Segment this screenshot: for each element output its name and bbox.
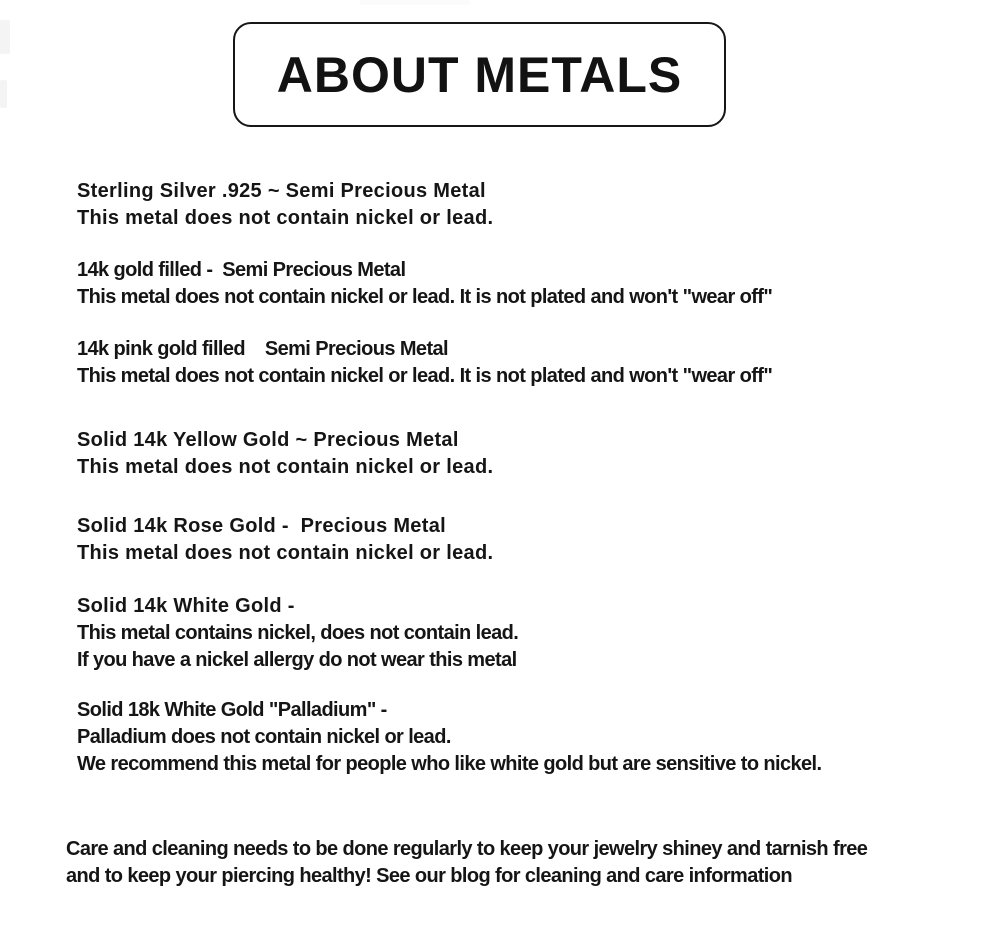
scan-artifact bbox=[360, 0, 470, 5]
section-line: This metal does not contain nickel or lead. bbox=[77, 456, 494, 478]
scan-artifact bbox=[0, 80, 7, 108]
section-heading: Solid 14k Yellow Gold ~ Precious Metal bbox=[77, 429, 459, 451]
section-line: This metal does not contain nickel or lead. bbox=[77, 207, 494, 229]
section-heading: 14k gold filled - Semi Precious Metal bbox=[77, 259, 406, 281]
section-line: Palladium does not contain nickel or lead. bbox=[77, 726, 451, 748]
section-heading: Solid 18k White Gold "Palladium" - bbox=[77, 699, 387, 721]
section-line: We recommend this metal for people who like white gold but are sensitive to nickel. bbox=[77, 753, 822, 775]
section-line: If you have a nickel allergy do not wear this metal bbox=[77, 649, 517, 671]
section-line: This metal does not contain nickel or lead. It is not plated and won't "wear off" bbox=[77, 365, 773, 387]
section-14k-gold-filled bbox=[77, 257, 772, 311]
section-line: This metal does not contain nickel or lead. bbox=[77, 542, 494, 564]
section-solid-14k-rose-gold bbox=[77, 513, 493, 567]
section-heading: 14k pink gold filled Semi Precious Metal bbox=[77, 338, 448, 360]
section-heading: Solid 14k White Gold - bbox=[77, 595, 295, 617]
title-box bbox=[233, 22, 726, 127]
section-14k-pink-gold-filled bbox=[77, 336, 772, 390]
page-title: ABOUT METALS bbox=[276, 46, 683, 103]
section-line: This metal contains nickel, does not contain lead. bbox=[77, 622, 519, 644]
section-heading: Sterling Silver .925 ~ Semi Precious Metal bbox=[77, 180, 486, 202]
section-solid-14k-yellow-gold bbox=[77, 427, 493, 481]
section-solid-14k-white-gold bbox=[77, 593, 518, 674]
section-sterling-silver bbox=[77, 178, 493, 232]
section-solid-18k-white-gold-palladium bbox=[77, 697, 821, 778]
scan-artifact bbox=[0, 20, 10, 54]
care-and-cleaning-note: Care and cleaning needs to be done regularly to keep your jewelry shiney and tarnish free and to keep your piercing healthy! See our blog for cleaning and care information bbox=[66, 838, 868, 887]
section-heading: Solid 14k Rose Gold - Precious Metal bbox=[77, 515, 446, 537]
section-line: This metal does not contain nickel or lead. It is not plated and won't "wear off" bbox=[77, 286, 773, 308]
